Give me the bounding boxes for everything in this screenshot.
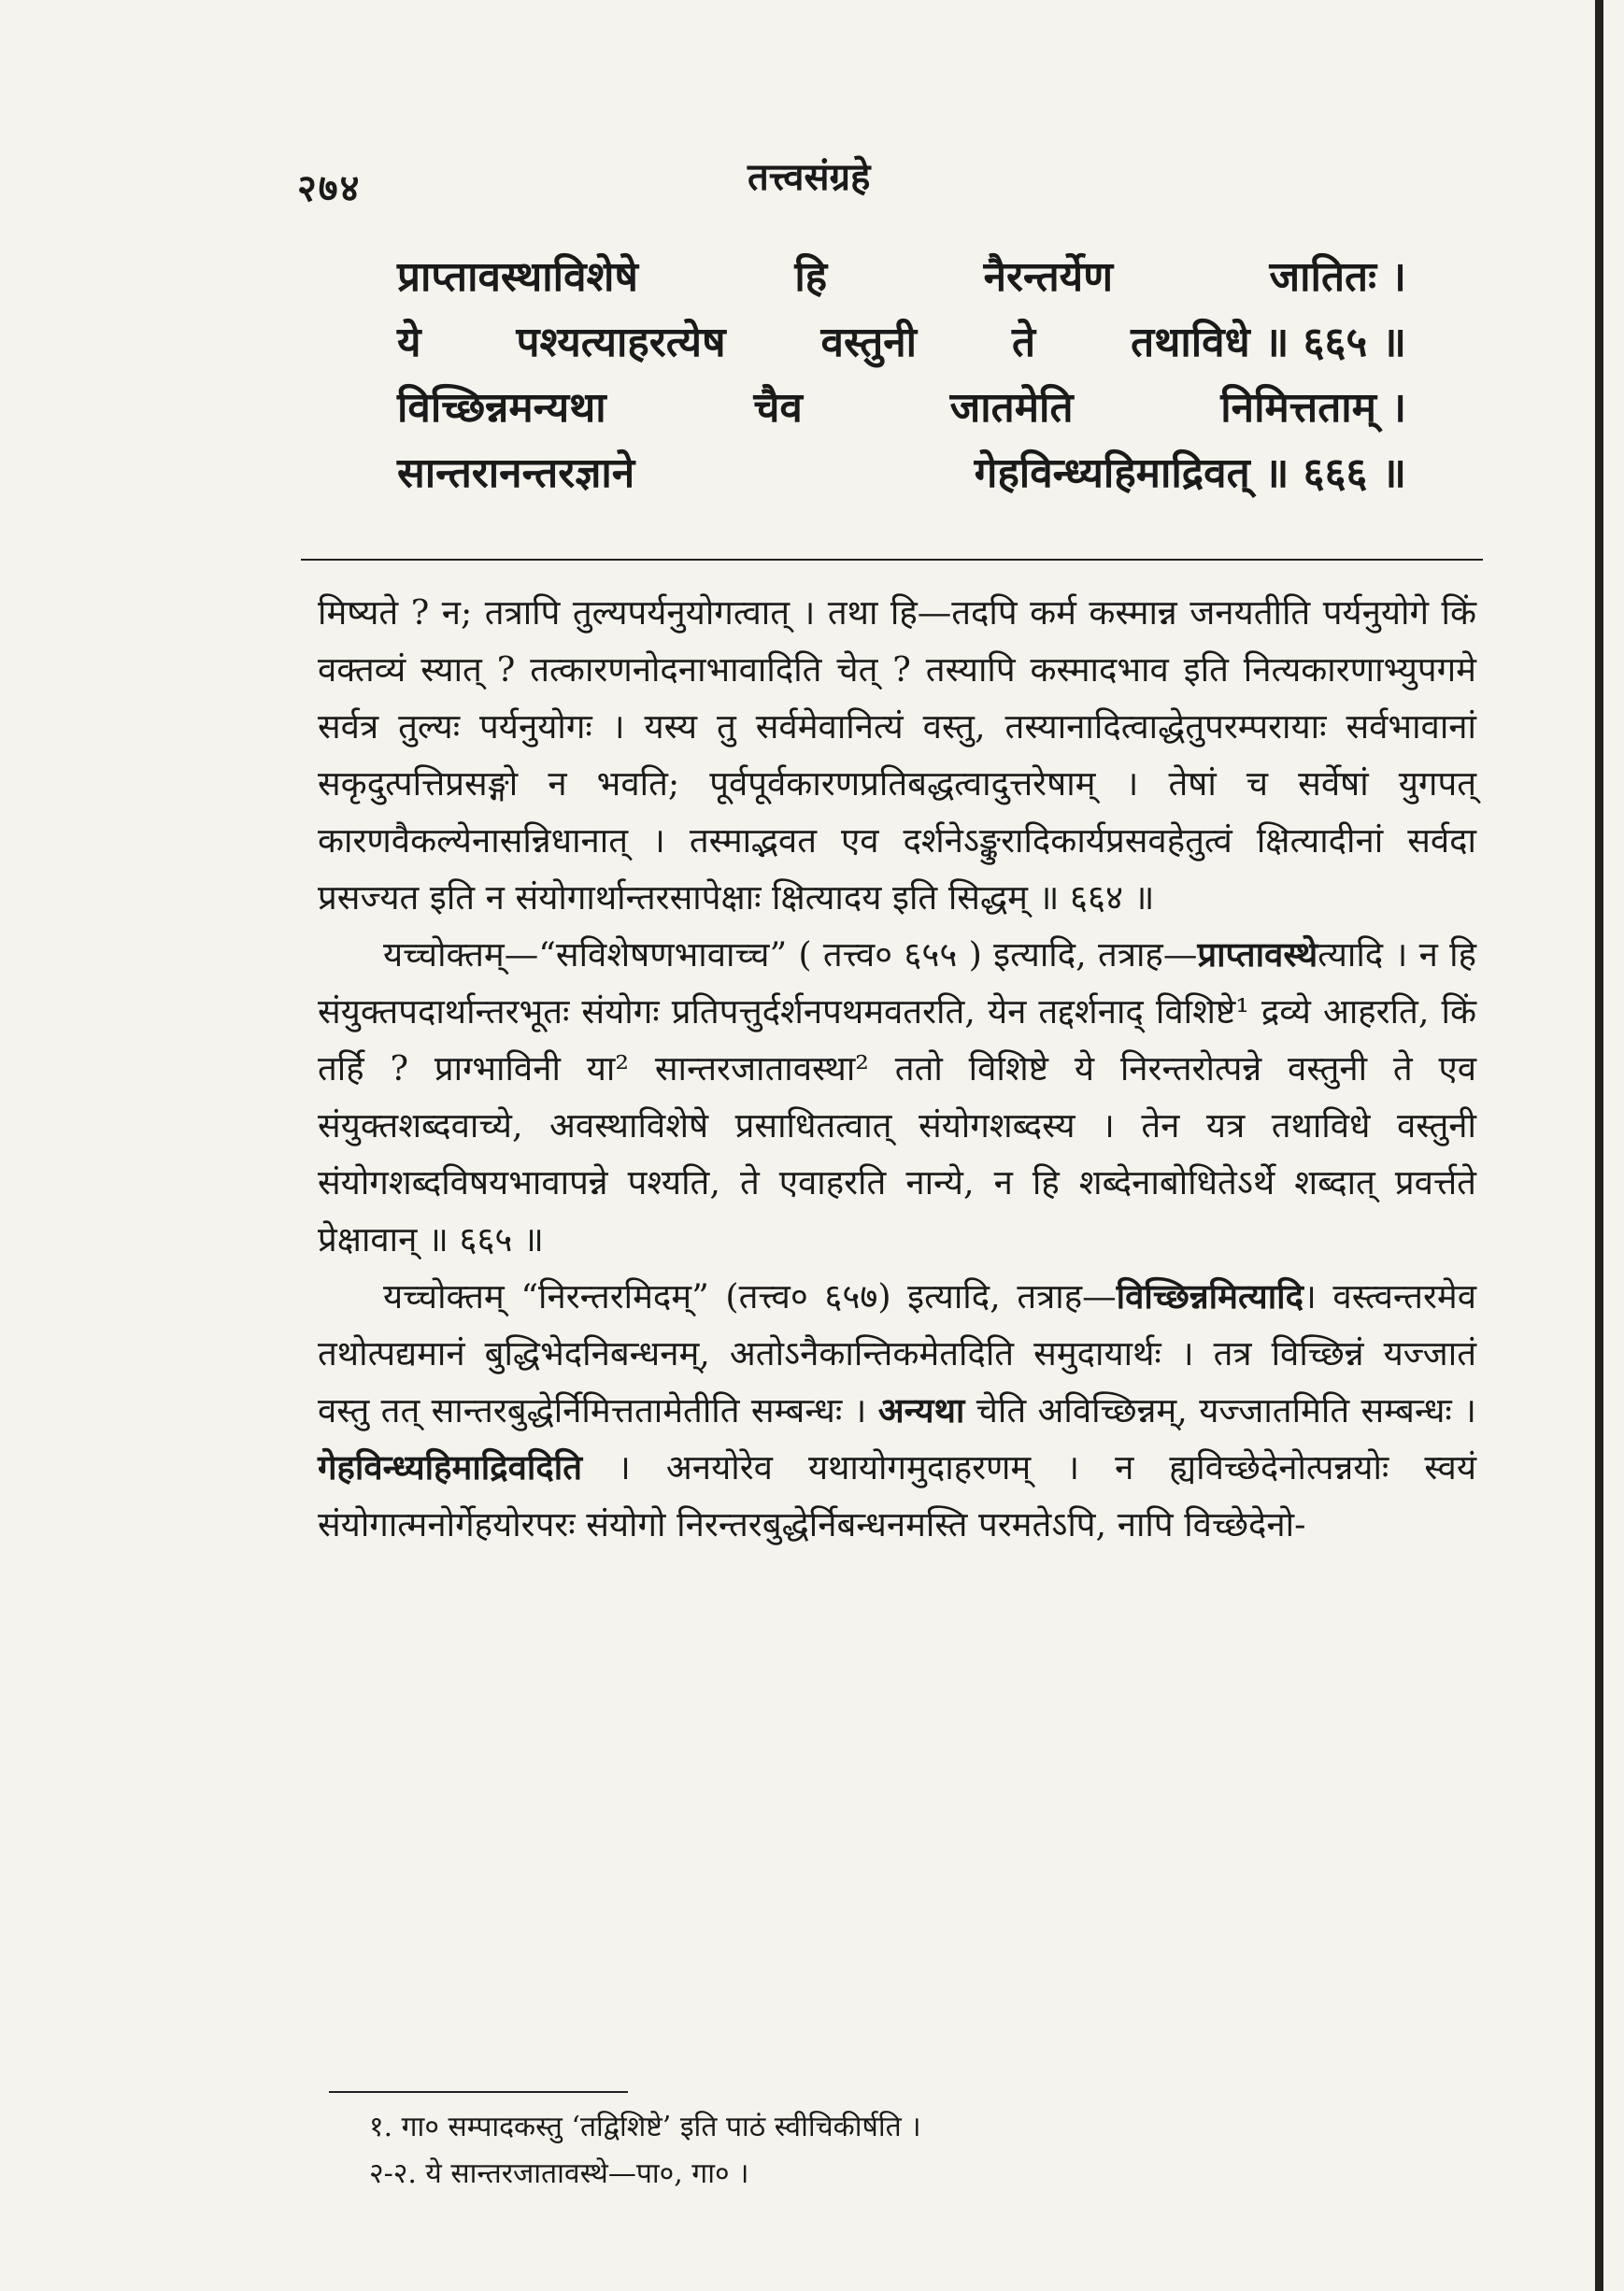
- page-edge-border: [1595, 0, 1603, 2291]
- verse-word: सान्तरानन्तरज्ञाने: [397, 449, 635, 497]
- footnote: १. गा० सम्पादकस्तु ‘तद्विशिष्टे’ इति पाठं स्वीचिकीर्षति ।: [369, 2111, 921, 2143]
- verse-word: निमित्तताम् ।: [1220, 384, 1406, 432]
- verse-word: जातितः ।: [1269, 253, 1406, 301]
- footnotes: [369, 2104, 1397, 2198]
- lemma-text: विच्छिन्नमित्यादि: [1116, 1276, 1303, 1316]
- commentary-text: यच्चोक्तम् “निरन्तरमिदम्” (तत्त्व० ६५७) इत्यादि, तत्राह—: [383, 1276, 1117, 1316]
- verse-word: विच्छिन्नमन्यथा: [397, 384, 606, 432]
- commentary-paragraph: [318, 926, 1476, 1268]
- verse-word: जातमेति: [949, 384, 1074, 432]
- verse-word: तथाविधे ॥ ६६५ ॥: [1131, 319, 1406, 366]
- verse-line: [397, 441, 1406, 506]
- verse-word: ते: [1012, 319, 1036, 366]
- verse-word: हि: [794, 253, 828, 301]
- commentary-paragraph: [318, 1268, 1476, 1553]
- commentary-text: चेति अविच्छिन्नम्, यज्जातमिति सम्बन्धः ।: [964, 1390, 1476, 1430]
- verse-word: प्राप्तावस्थाविशेषे: [397, 253, 638, 301]
- commentary-body: [318, 584, 1476, 1553]
- commentary-paragraph: मिष्यते ? न; तत्रापि तुल्यपर्यनुयोगत्वात् । तथा हि—तदपि कर्म कस्मान्न जनयतीति पर्यनुयोगे किं वक्तव्यं स्यात् ? तत्कारणनोदनाभावादिति चेत् ? तस्यापि कस्मादभाव इति नित्यकारणाभ्युपगमे सर्वत्र तुल्यः पर्यनुयोगः । यस्य तु सर्वमेवानित्यं वस्तु, तस्यानादित्वाद्धेतुपरम्परायाः सर्वभावानां सकृदुत्पत्तिप्रसङ्गो न भवति; पूर्वपूर्वकारणप्रतिबद्धत्वादुत्तरेषाम् । तेषां च सर्वेषां युगपत् कारणवैकल्येनासन्निधानात् । तस्माद्भवत एव दर्शनेऽङ्कुरादिकार्यप्रसवहेतुत्वं क्षित्यादीनां सर्वदा प्रसज्यत इति न संयोगार्थान्तरसापेक्षाः क्षित्यादय इति सिद्धम् ॥ ६६४ ॥: [318, 592, 1476, 918]
- verse-line: [397, 245, 1406, 310]
- verse-word: चैव: [753, 384, 803, 432]
- commentary-text: । वस्त्वन्तरमेव तथोत्पद्यमानं बुद्धिभेदनिबन्धनम्, अतोऽनैकान्तिकमेतदिति समुदायार्थः । तत्र विच्छिन्नं यज्जातं वस्तु तत् सान्तरबुद्धेर्निमित्ततामेतीति सम्बन्धः ।: [318, 1276, 1476, 1430]
- verse-line: [397, 376, 1406, 441]
- commentary-text: त्यादि । न हि संयुक्तपदार्थान्तरभूतः संयोगः प्रतिपत्तुर्दर्शनपथमवतरति, येन तद्दर्शनाद् विशिष्टे¹ द्रव्ये आहरति, किं तर्हि ? प्राग्भाविनी या² सान्तरजातावस्था² ततो विशिष्टे ये निरन्तरोत्पन्ने वस्तुनी ते एव संयुक्तशब्दवाच्ये, अवस्थाविशेषे प्रसाधितत्वात् संयोगशब्दस्य । तेन यत्र तथाविधे वस्तुनी संयोगशब्दविषयभावापन्ने पश्यति, ते एवाहरति नान्ये, न हि शब्देनाबोधितेऽर्थे शब्दात् प्रवर्त्तते प्रेक्षावान् ॥ ६६५ ॥: [318, 934, 1476, 1259]
- footnote-rule: [329, 2091, 628, 2093]
- running-title: तत्त्वसंग्रहे: [748, 155, 871, 199]
- page-number: २७४: [297, 166, 362, 210]
- verse-word: ये: [397, 319, 421, 366]
- commentary-text: यच्चोक्तम्—“सविशेषणभावाच्च” ( तत्त्व० ६५५ ) इत्यादि, तत्राह—: [383, 934, 1198, 975]
- lemma-text: गेहविन्ध्यहिमाद्रिवदिति: [318, 1447, 583, 1487]
- verse-line: [397, 310, 1406, 376]
- verse-word: गेहविन्ध्यहिमाद्रिवत् ॥ ६६६ ॥: [974, 449, 1406, 497]
- footnote: २-२. ये सान्तरजातावस्थे—पा०, गा० ।: [369, 2157, 749, 2190]
- verse-word: पश्यत्याहरत्येष: [516, 319, 726, 366]
- verse-word: नैरन्तर्येण: [983, 253, 1114, 301]
- lemma-text: प्राप्तावस्थे: [1197, 934, 1318, 975]
- lemma-text: अन्यथा: [877, 1390, 965, 1430]
- verse-word: वस्तुनी: [820, 319, 918, 366]
- verse-block: [397, 245, 1406, 506]
- verse-divider-rule: [301, 559, 1483, 561]
- commentary-text: । अनयोरेव यथायोगमुदाहरणम् । न ह्यविच्छेदेनोत्पन्नयोः स्वयं संयोगात्मनोर्गेहयोरपरः संयोगो निरन्तरबुद्धेर्निबन्धनमस्ति परमतेऽपि, नापि विच्छेदेनो-: [318, 1447, 1476, 1544]
